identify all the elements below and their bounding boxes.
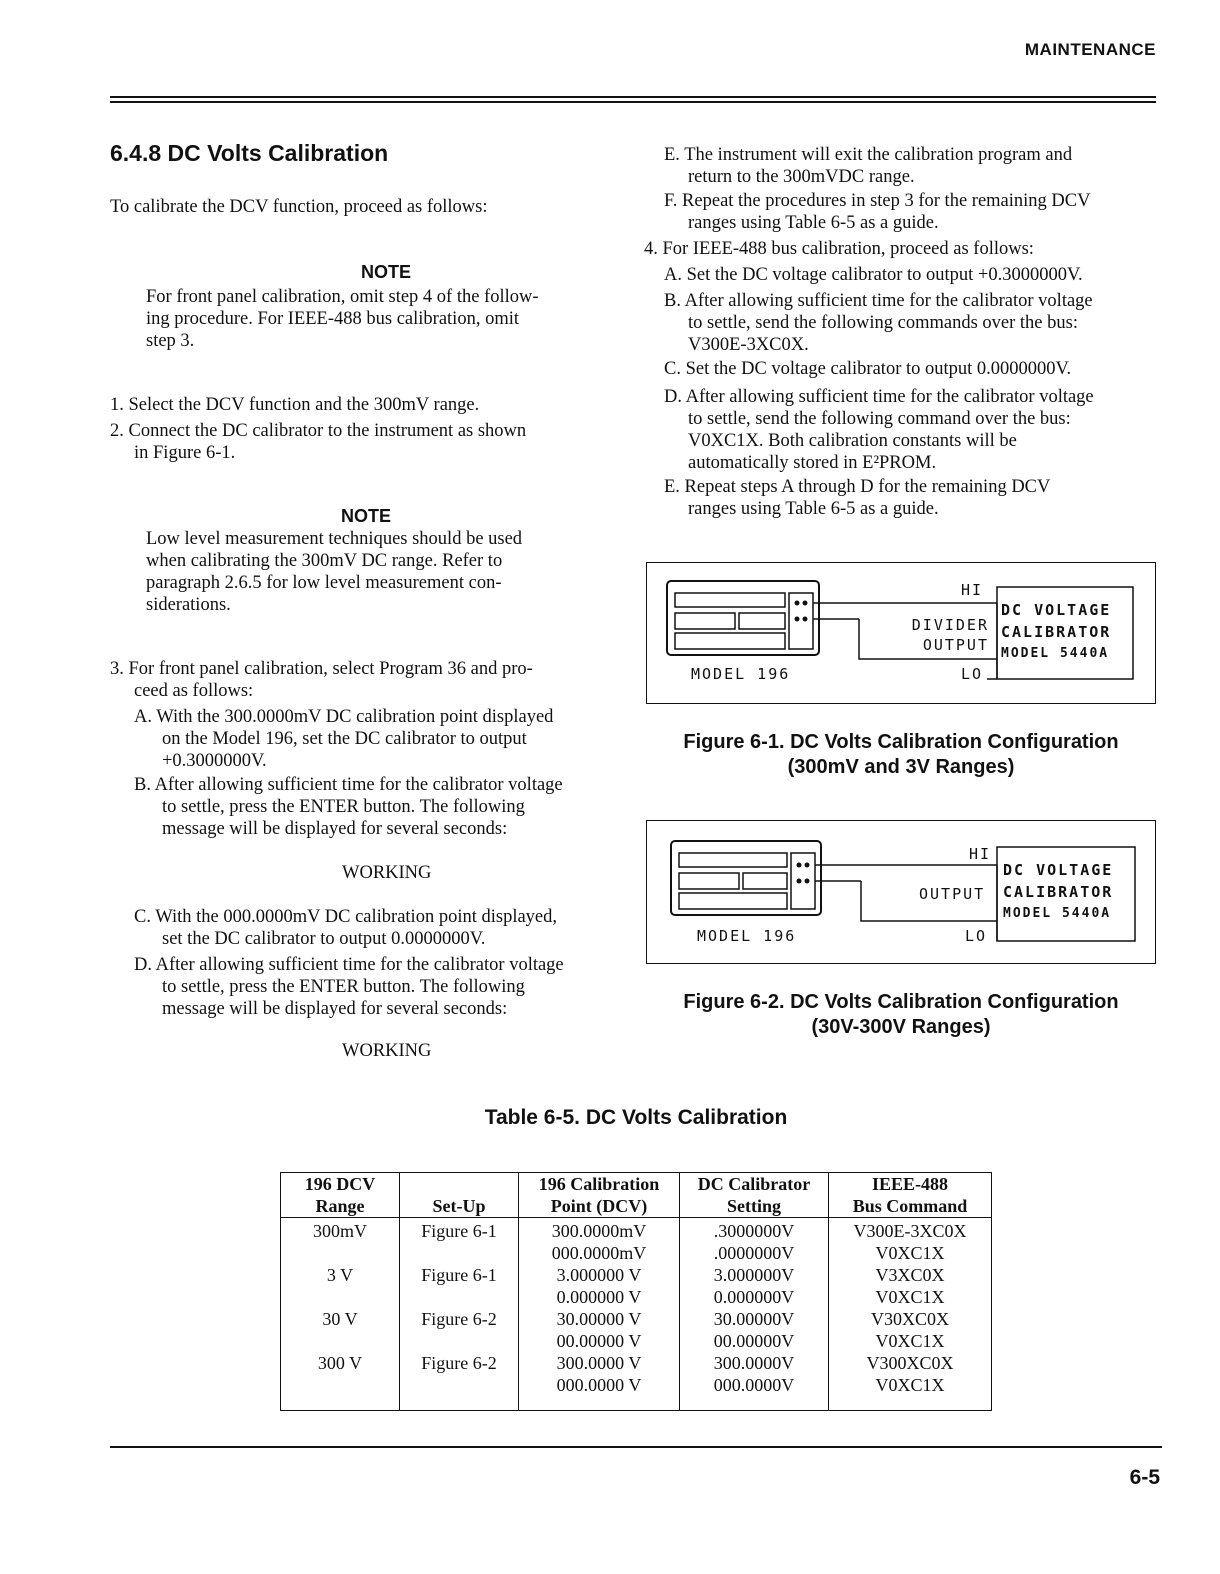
table-cell: 300mV [281, 1218, 400, 1243]
step-3d: D. After allowing sufficient time for the calibrator voltage to settle, press the ENTER button. The following message will be displayed for several seconds: [134, 955, 564, 1019]
step-3e: E. The instrument will exit the calibration program and return to the 300mVDC range. [664, 145, 1073, 187]
table-cell [400, 1374, 519, 1410]
step-4: 4. For IEEE-488 bus calibration, proceed as follows: [644, 239, 1034, 259]
table-cell [281, 1286, 400, 1308]
step-3: 3. For front panel calibration, select Program 36 and pro- ceed as follows: [110, 659, 533, 701]
section-label: MAINTENANCE [1024, 40, 1156, 59]
table-cell: 3.000000 V [519, 1264, 680, 1286]
step-1: 1. Select the DCV function and the 300mV range. [110, 395, 480, 415]
table-cell: V0XC1X [829, 1374, 992, 1410]
hi-label: HI [961, 581, 984, 599]
table-cell: V0XC1X [829, 1330, 992, 1352]
step-4d: D. After allowing sufficient time for the calibrator voltage to settle, send the following command over the bus: V0XC1X. Both calibration constants will be automatically stored in E²PROM. [664, 387, 1094, 473]
table-title: Table 6-5. DC Volts Calibration [484, 1106, 788, 1129]
table-cell: .3000000V [680, 1218, 829, 1243]
table-cell [400, 1330, 519, 1352]
table-cell: 3 V [281, 1264, 400, 1286]
step-3f: F. Repeat the procedures in step 3 for the remaining DCV ranges using Table 6-5 as a guide. [664, 191, 1091, 233]
table-cell: V3XC0X [829, 1264, 992, 1286]
table-cell [281, 1242, 400, 1264]
table-row [281, 1352, 991, 1374]
table-cell [400, 1242, 519, 1264]
note-2: Low level measurement techniques should be used when calibrating the 300mV DC range. Refer to paragraph 2.6.5 for low level measurement con- siderations. [146, 529, 523, 615]
step-3b: B. After allowing sufficient time for the calibrator voltage to settle, press the ENTER button. The following message will be displayed for several seconds: [134, 775, 563, 839]
table-row [281, 1264, 991, 1286]
table-cell: 0.000000V [680, 1286, 829, 1308]
table-cell: V0XC1X [829, 1242, 992, 1264]
header-rule [110, 96, 1156, 98]
table-cell: Figure 6-2 [400, 1308, 519, 1330]
working-message: WORKING [342, 863, 432, 883]
table-cell: 00.00000 V [519, 1330, 680, 1352]
note-1: For front panel calibration, omit step 4 of the follow- ing procedure. For IEEE-488 bus calibration, omit step 3. [146, 287, 539, 351]
header-rule [110, 101, 1156, 103]
table-header-row [281, 1173, 991, 1218]
working-message: WORKING [342, 1041, 432, 1061]
table-cell: 0.000000 V [519, 1286, 680, 1308]
table-cell: 30.00000V [680, 1308, 829, 1330]
table-cell: 300 V [281, 1352, 400, 1374]
calibration-table-grid [281, 1173, 991, 1410]
table-cell: V300E-3XC0X [829, 1218, 992, 1243]
model-196-label: MODEL 196 [691, 665, 791, 683]
step-3c: C. With the 000.0000mV DC calibration point displayed, set the DC calibrator to output 0.0000000V. [134, 907, 558, 949]
table-row [281, 1330, 991, 1352]
section-heading: 6.4.8 DC Volts Calibration [110, 140, 389, 166]
table-cell: Figure 6-1 [400, 1218, 519, 1243]
figure-6-1 [646, 562, 1156, 704]
note-title: NOTE [360, 262, 411, 282]
col-header-range: 196 DCV Range [281, 1173, 400, 1218]
table-cell: 000.0000 V [519, 1374, 680, 1410]
table-row [281, 1242, 991, 1264]
step-2: 2. Connect the DC calibrator to the instrument as shown in Figure 6-1. [110, 421, 527, 463]
table-cell: 300.0000mV [519, 1218, 680, 1243]
step-4b: B. After allowing sufficient time for the calibrator voltage to settle, send the following commands over the bus: V300E-3XC0X. [664, 291, 1093, 355]
table-cell: V0XC1X [829, 1286, 992, 1308]
lo-label: LO [961, 665, 984, 683]
table-row [281, 1218, 991, 1243]
table-cell [281, 1330, 400, 1352]
step-3a: A. With the 300.0000mV DC calibration point displayed on the Model 196, set the DC calibrator to output +0.3000000V. [134, 707, 554, 771]
table-row [281, 1374, 991, 1410]
intro-text: To calibrate the DCV function, proceed as follows: [110, 197, 488, 217]
col-header-calibrator-setting: DC Calibrator Setting [680, 1173, 829, 1218]
step-4a: A. Set the DC voltage calibrator to output +0.3000000V. [664, 265, 1083, 285]
table-cell [400, 1286, 519, 1308]
col-header-bus-command: IEEE-488 Bus Command [829, 1173, 992, 1218]
step-4e: E. Repeat steps A through D for the remaining DCV ranges using Table 6-5 as a guide. [664, 477, 1051, 519]
output-label: OUTPUT [919, 885, 986, 903]
model-196-label: MODEL 196 [697, 927, 797, 945]
table-cell: 300.0000V [680, 1352, 829, 1374]
table-cell: .0000000V [680, 1242, 829, 1264]
table-cell: V30XC0X [829, 1308, 992, 1330]
note-title: NOTE [340, 506, 391, 526]
table-cell: 3.000000V [680, 1264, 829, 1286]
figure-6-2-caption: Figure 6-2. DC Volts Calibration Configuration (30V-300V Ranges) [683, 991, 1119, 1038]
page-number: 6-5 [1129, 1466, 1160, 1489]
lo-label: LO [965, 927, 988, 945]
table-row [281, 1286, 991, 1308]
footer-rule [110, 1446, 1162, 1448]
figure-6-1-caption: Figure 6-1. DC Volts Calibration Configuration (300mV and 3V Ranges) [683, 731, 1119, 778]
table-cell: 30.00000 V [519, 1308, 680, 1330]
col-header-setup: Set-Up [400, 1173, 519, 1218]
table-cell: 300.0000 V [519, 1352, 680, 1374]
table-cell: 000.0000V [680, 1374, 829, 1410]
figure-6-2 [646, 820, 1156, 964]
calibration-table [280, 1172, 992, 1411]
divider-output-label: DIVIDER OUTPUT [911, 616, 989, 654]
table-row [281, 1308, 991, 1330]
table-cell: 00.00000V [680, 1330, 829, 1352]
step-4c: C. Set the DC voltage calibrator to output 0.0000000V. [664, 359, 1072, 379]
calibrator-label: DC VOLTAGE CALIBRATOR MODEL 5440A [1001, 601, 1112, 661]
table-cell: 30 V [281, 1308, 400, 1330]
table-cell [281, 1374, 400, 1410]
table-cell: 000.0000mV [519, 1242, 680, 1264]
col-header-cal-point: 196 Calibration Point (DCV) [519, 1173, 680, 1218]
calibrator-label: DC VOLTAGE CALIBRATOR MODEL 5440A [1003, 861, 1114, 921]
hi-label: HI [969, 845, 992, 863]
table-cell: Figure 6-1 [400, 1264, 519, 1286]
table-cell: Figure 6-2 [400, 1352, 519, 1374]
table-cell: V300XC0X [829, 1352, 992, 1374]
